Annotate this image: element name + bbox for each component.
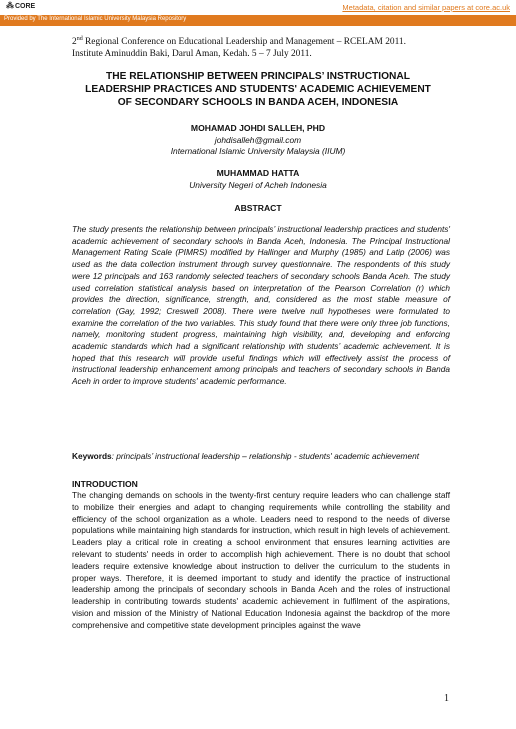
author-1 xyxy=(62,123,454,158)
conference-line-1: 2nd Regional Conference on Educational Leadership and Management – RCELAM 2011. xyxy=(72,36,406,48)
intro-text: The changing demands on schools in the twenty-first century require leaders who can challenge staff to mobilize their energies and adapt to changing requirements while controlling the stability and efficiency of the school organization as a whole. Leaders need to respond to the needs of diverse populations while maintaining high standards for instruction, which result in high levels of achievement. Leaders play a critical role in creating a school environment that ensures learning activities are relevant to students' needs in order to accomplish high achievement. There is no doubt that school leaders require extensive knowledge about instruction to deliver the curriculum to the students in proper ways. Therefore, it is deemed important to study and identify the practice of instructional leadership among the principals of secondary schools in Banda Aceh and the roles of instructional leadership in contributing towards students' academic achievement in fulfilment of the aspirations, vision and mission of the Ministry of National Education Indonesia against the backdrop of the more comprehensive and competitive state development principles against the wave xyxy=(72,490,450,630)
keywords-text: : principals’ instructional leadership – relationship - students' academic achievement xyxy=(111,451,420,461)
abstract-heading: ABSTRACT xyxy=(234,203,282,213)
provider-banner xyxy=(0,15,516,26)
page-number: 1 xyxy=(444,693,449,704)
author-email[interactable]: johdisalleh@gmail.com xyxy=(214,134,302,145)
metadata-link[interactable]: Metadata, citation and similar papers at core.ac.uk xyxy=(342,3,510,12)
abstract-text: The study presents the relationship between principals’ instructional leadership practices and students' academic achievement of secondary schools in Banda Aceh, Indonesia. The Principal Instructional Management Rating Scale (PIMRS) modified by Hallinger and Murphy (1985) and Latip (2006) was used as the data collection instrument through survey questionnaire. The respondents of this study were 12 principals and 163 randomly selected teachers of secondary schools Banda Aceh. The study used correlation statistical analysis based on interpretation of the Pearson Correlation (r) which provides the direction, significance, strength, and, considered as the most stable measure of correlation (Gay, 1992; Creswell 2008). There were twelve null hypotheses were formulated to examine the correlation of the two variables. This study found that there were only three job functions, namely, monitoring student progress, maintaining high visibility, and, developing and enforcing academic standards which had a significant relationship with students’ academic achievement. It is hoped that this research will provide useful findings which will effectively assist the process of instructional leadership enhancement among principals and teachers of secondary schools in Banda Aceh in order to improve students' academic performance. xyxy=(72,224,450,387)
conference-line-2: Institute Aminuddin Baki, Darul Aman, Kedah. 5 – 7 July 2011. xyxy=(72,49,312,60)
author-name: MOHAMAD JOHDI SALLEH, PHD xyxy=(190,123,326,133)
intro-heading: INTRODUCTION xyxy=(72,479,138,489)
core-logo[interactable]: ⁂CORE xyxy=(6,1,36,10)
author-affiliation: University Negeri of Acheh Indonesia xyxy=(189,179,327,190)
author-2 xyxy=(62,168,454,191)
keywords-label: Keywords xyxy=(72,451,112,461)
paper-title: THE RELATIONSHIP BETWEEN PRINCIPALS’ INSTRUCTIONAL LEADERSHIP PRACTICES AND STUDENTS' ACADEMIC ACHIEVEMENT OF SECONDARY SCHOOLS IN BANDA ACEH, INDONESIA xyxy=(85,71,431,108)
keywords xyxy=(72,451,450,463)
provider-text: Provided by The International Islamic University Malaysia Repository xyxy=(4,16,187,22)
author-affiliation: International Islamic University Malaysia (IIUM) xyxy=(170,146,346,156)
core-logo-icon: ⁂ xyxy=(6,1,14,10)
author-name: MUHAMMAD HATTA xyxy=(216,168,300,178)
conference-header xyxy=(72,33,472,60)
core-header-bar xyxy=(0,0,516,15)
